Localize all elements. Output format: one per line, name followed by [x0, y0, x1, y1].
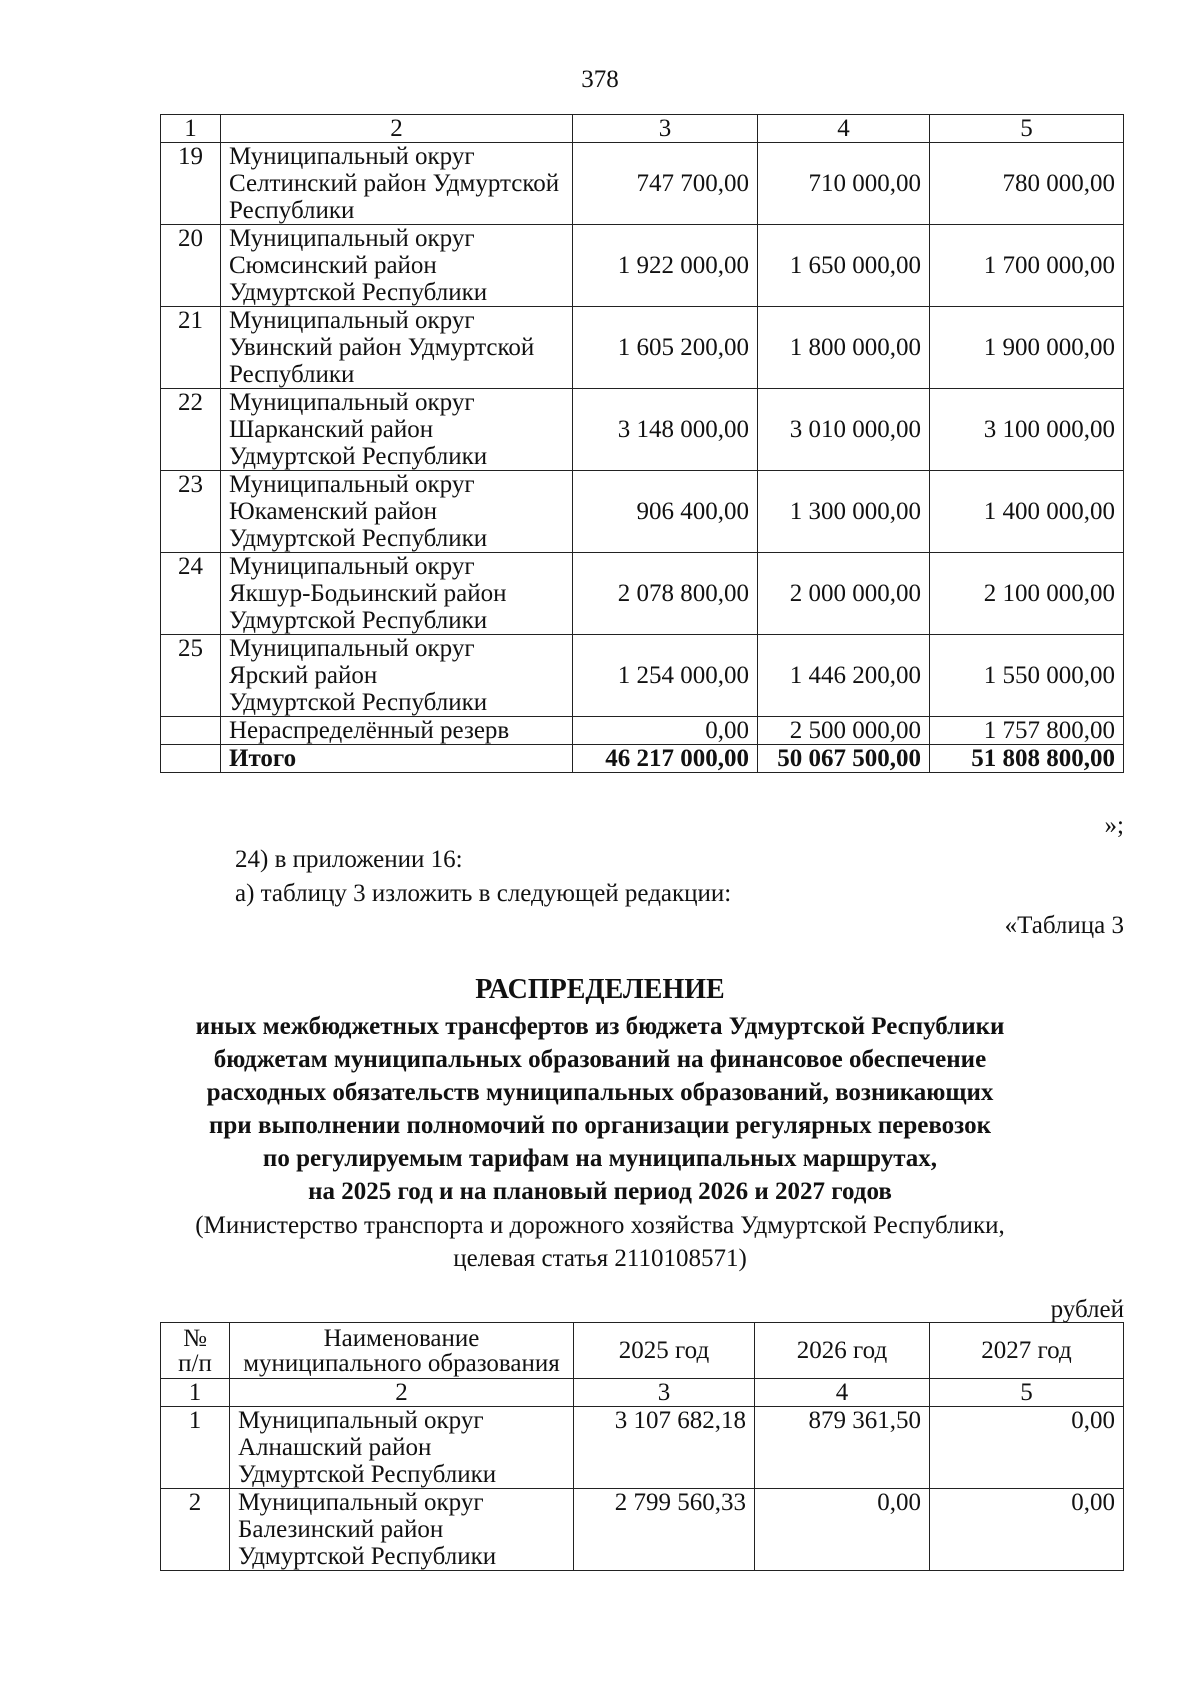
- table-row: [161, 225, 1124, 307]
- allocation-table-3: [160, 1322, 1124, 1571]
- name-line: Юкаменский район: [229, 498, 437, 525]
- name-line: Муниципальный округ: [238, 1407, 484, 1434]
- name-line: Муниципальный округ: [229, 225, 475, 252]
- name-line: Удмуртской Республики: [238, 1543, 497, 1570]
- col-number: 3: [573, 115, 758, 143]
- col-number: 2: [221, 115, 573, 143]
- row-number: 20: [161, 225, 221, 307]
- total-2027: 51 808 800,00: [930, 745, 1124, 773]
- name-line: Удмуртской Республики: [229, 525, 488, 552]
- total-2025: 46 217 000,00: [573, 745, 758, 773]
- value-2027: 2 100 000,00: [930, 553, 1124, 635]
- municipality-name: [221, 635, 573, 717]
- page-number: 378: [581, 66, 619, 93]
- value-2025: 2 799 560,33: [574, 1489, 755, 1571]
- municipality-name: [221, 471, 573, 553]
- subtitle-line: по регулируемым тарифам на муниципальных маршрутах,: [262, 1145, 938, 1172]
- header-row: [161, 1323, 1124, 1379]
- value-2027: 0,00: [930, 1489, 1124, 1571]
- value-2027: 1 550 000,00: [930, 635, 1124, 717]
- municipality-name: [221, 225, 573, 307]
- name-line: Муниципальный округ: [229, 553, 475, 580]
- row-number: 22: [161, 389, 221, 471]
- value-2025: 1 605 200,00: [573, 307, 758, 389]
- name-line: Удмуртской Республики: [229, 279, 488, 306]
- value-2025: 3 148 000,00: [573, 389, 758, 471]
- row-number: 19: [161, 143, 221, 225]
- name-line: Муниципальный округ: [229, 143, 475, 170]
- table-label: «Таблица 3: [1004, 912, 1124, 939]
- municipality-name: [221, 307, 573, 389]
- col-number: 2: [230, 1379, 574, 1407]
- col-number: 1: [161, 1379, 230, 1407]
- subtitle-line: при выполнении полномочий по организации регулярных перевозок: [208, 1112, 991, 1139]
- table-row: [161, 143, 1124, 225]
- municipality-name: [221, 553, 573, 635]
- value-2026: 710 000,00: [758, 143, 930, 225]
- value-2026: 1 300 000,00: [758, 471, 930, 553]
- subtitle-line: бюджетам муниципальных образований на финансовое обеспечение: [213, 1046, 987, 1073]
- subtitle-line: иных межбюджетных трансфертов из бюджета Удмуртской Республики: [195, 1013, 1005, 1040]
- name-line: Увинский район Удмуртской: [229, 334, 535, 361]
- value-2025: 3 107 682,18: [574, 1407, 755, 1489]
- name-line: Ярский район: [229, 662, 378, 689]
- empty-cell: [161, 717, 221, 745]
- value-2027: 1 757 800,00: [930, 717, 1124, 745]
- header-2027: 2027 год: [930, 1323, 1124, 1379]
- table-row: [161, 1407, 1124, 1489]
- column-number-row: [161, 115, 1124, 143]
- name-line: Муниципальный округ: [238, 1489, 484, 1516]
- municipality-name: [230, 1407, 574, 1489]
- name-line: Шарканский район: [229, 416, 434, 443]
- name-line: Удмуртской Республики: [229, 443, 488, 470]
- value-2027: 3 100 000,00: [930, 389, 1124, 471]
- name-line: Удмуртской Республики: [229, 607, 488, 634]
- ministry-note: [0, 1209, 1200, 1275]
- table-row: [161, 389, 1124, 471]
- name-line: Муниципальный округ: [229, 635, 475, 662]
- value-2025: 2 078 800,00: [573, 553, 758, 635]
- col-number: 5: [930, 115, 1124, 143]
- value-2025: 1 254 000,00: [573, 635, 758, 717]
- name-line: Республики: [229, 361, 355, 388]
- header-2026: 2026 год: [755, 1323, 930, 1379]
- name-line: Алнашский район: [238, 1434, 432, 1461]
- row-number: 1: [161, 1407, 230, 1489]
- municipality-name: [230, 1489, 574, 1571]
- value-2027: 1 700 000,00: [930, 225, 1124, 307]
- name-line: Селтинский район Удмуртской: [229, 170, 560, 197]
- municipality-name: [221, 389, 573, 471]
- total-row: [161, 745, 1124, 773]
- value-2026: 0,00: [755, 1489, 930, 1571]
- name-line: Балезинский район: [238, 1516, 444, 1543]
- value-2026: 1 650 000,00: [758, 225, 930, 307]
- value-2027: 780 000,00: [930, 143, 1124, 225]
- value-2026: 879 361,50: [755, 1407, 930, 1489]
- table-row: [161, 635, 1124, 717]
- name-line: Муниципальный округ: [229, 471, 475, 498]
- row-number: 23: [161, 471, 221, 553]
- total-2026: 50 067 500,00: [758, 745, 930, 773]
- col-number: 1: [161, 115, 221, 143]
- name-line: Республики: [229, 197, 355, 224]
- reserve-row: [161, 717, 1124, 745]
- col-number: 4: [755, 1379, 930, 1407]
- amendment-item: 24) в приложении 16:: [235, 846, 463, 873]
- header-name: Наименование муниципального образования: [230, 1323, 574, 1379]
- value-2025: 1 922 000,00: [573, 225, 758, 307]
- municipality-name: [221, 143, 573, 225]
- amendment-subitem: а) таблицу 3 изложить в следующей редакции:: [235, 880, 732, 907]
- name-line: Удмуртской Республики: [238, 1461, 497, 1488]
- subtitle-line: расходных обязательств муниципальных образований, возникающих: [206, 1079, 994, 1106]
- name-line: Якшур-Бодьинский район: [229, 580, 507, 607]
- col-number: 4: [758, 115, 930, 143]
- column-number-row: [161, 1379, 1124, 1407]
- note-line: (Министерство транспорта и дорожного хозяйства Удмуртской Республики,: [195, 1212, 1005, 1239]
- value-2026: 1 800 000,00: [758, 307, 930, 389]
- document-subtitle: [0, 1010, 1200, 1208]
- value-2027: 0,00: [930, 1407, 1124, 1489]
- value-2027: 1 900 000,00: [930, 307, 1124, 389]
- header-number: № п/п: [161, 1323, 230, 1379]
- name-line: Муниципальный округ: [229, 307, 475, 334]
- note-line: целевая статья 2110108571): [453, 1245, 747, 1272]
- col-number: 5: [930, 1379, 1124, 1407]
- col-number: 3: [574, 1379, 755, 1407]
- empty-cell: [161, 745, 221, 773]
- value-2026: 2 500 000,00: [758, 717, 930, 745]
- allocation-table-continued: [160, 114, 1124, 773]
- name-line: Удмуртской Республики: [229, 689, 488, 716]
- subtitle-line: на 2025 год и на плановый период 2026 и 2027 годов: [308, 1178, 892, 1205]
- table-row: [161, 553, 1124, 635]
- document-title: РАСПРЕДЕЛЕНИЕ: [475, 974, 725, 1005]
- value-2025: 0,00: [573, 717, 758, 745]
- row-number: 25: [161, 635, 221, 717]
- value-2026: 1 446 200,00: [758, 635, 930, 717]
- value-2025: 747 700,00: [573, 143, 758, 225]
- value-2025: 906 400,00: [573, 471, 758, 553]
- row-number: 2: [161, 1489, 230, 1571]
- name-line: Муниципальный округ: [229, 389, 475, 416]
- row-name: Нераспределённый резерв: [221, 717, 573, 745]
- closing-quote: »;: [1104, 812, 1124, 839]
- row-number: 21: [161, 307, 221, 389]
- name-line: Сюмсинский район: [229, 252, 437, 279]
- row-name: Итого: [221, 745, 573, 773]
- value-2026: 3 010 000,00: [758, 389, 930, 471]
- units-label: рублей: [1050, 1296, 1124, 1323]
- table-row: [161, 307, 1124, 389]
- table-row: [161, 1489, 1124, 1571]
- table-row: [161, 471, 1124, 553]
- header-2025: 2025 год: [574, 1323, 755, 1379]
- value-2026: 2 000 000,00: [758, 553, 930, 635]
- row-number: 24: [161, 553, 221, 635]
- value-2027: 1 400 000,00: [930, 471, 1124, 553]
